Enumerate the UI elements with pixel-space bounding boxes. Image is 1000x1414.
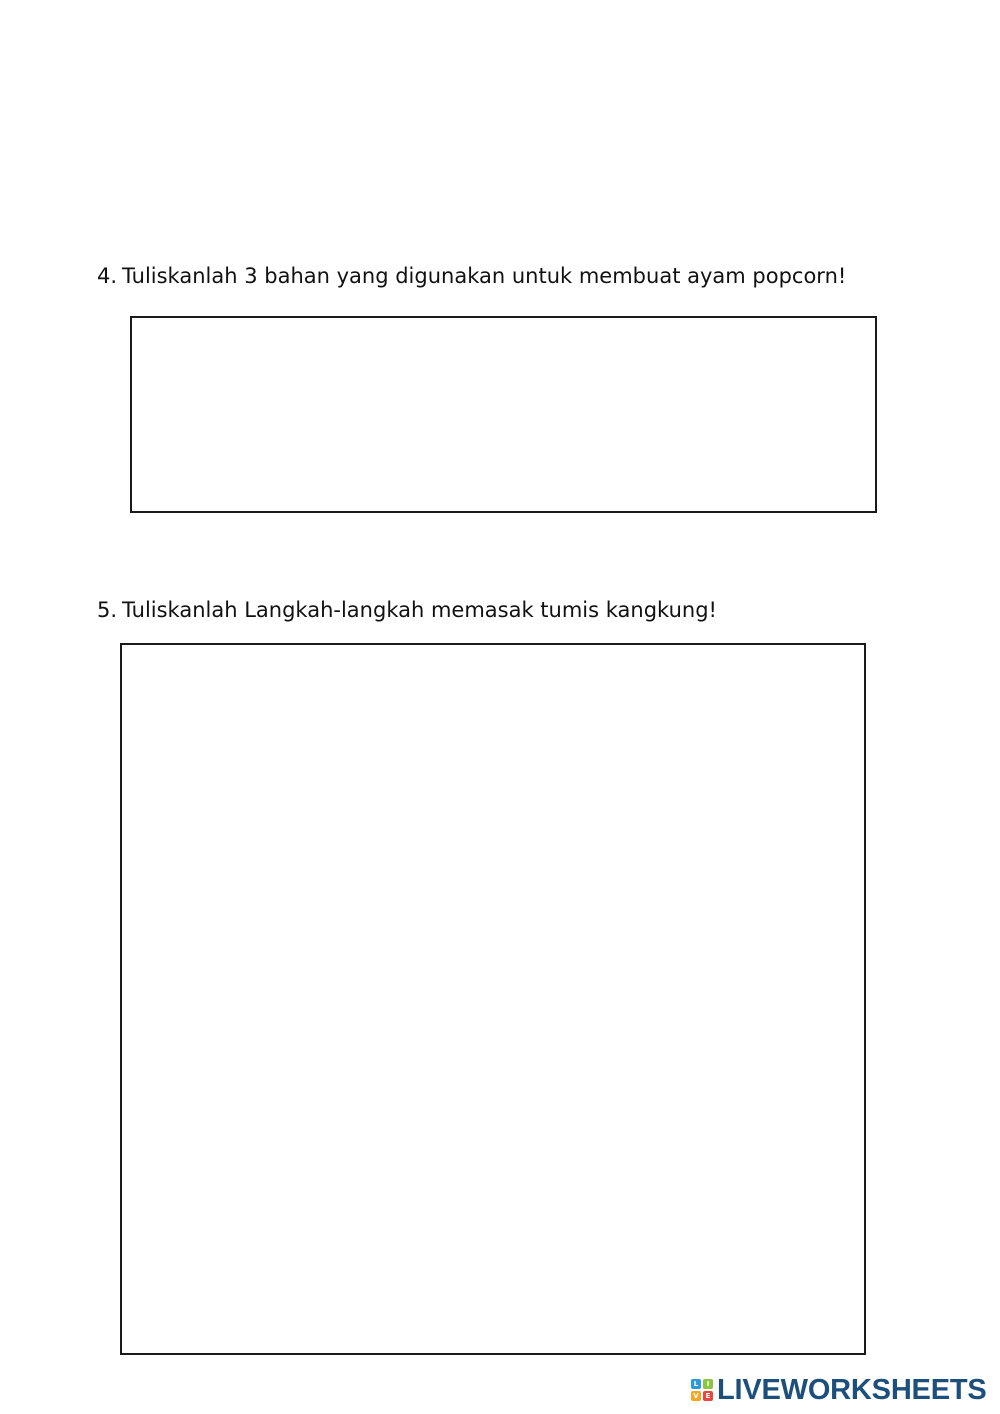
- question-5-text: Tuliskanlah Langkah-langkah memasak tumis kangkung!: [122, 598, 717, 622]
- question-4-number: 4.: [97, 264, 118, 288]
- question-5-number: 5.: [97, 598, 118, 622]
- liveworksheets-logo-icon: [691, 1379, 713, 1401]
- logo-letter-v: V: [691, 1391, 701, 1401]
- logo-letter-e: E: [703, 1391, 713, 1401]
- brand-name: LIVEWORKSHEETS: [717, 1373, 987, 1406]
- logo-letter-l: L: [691, 1379, 701, 1389]
- liveworksheets-brand: [691, 1375, 987, 1405]
- question-4-text: Tuliskanlah 3 bahan yang digunakan untuk membuat ayam popcorn!: [122, 264, 847, 288]
- question-5: [97, 596, 717, 624]
- logo-letter-i: I: [703, 1379, 713, 1389]
- answer-box-question-5[interactable]: [120, 643, 866, 1355]
- answer-box-question-4[interactable]: [130, 316, 877, 513]
- question-4: [97, 262, 846, 290]
